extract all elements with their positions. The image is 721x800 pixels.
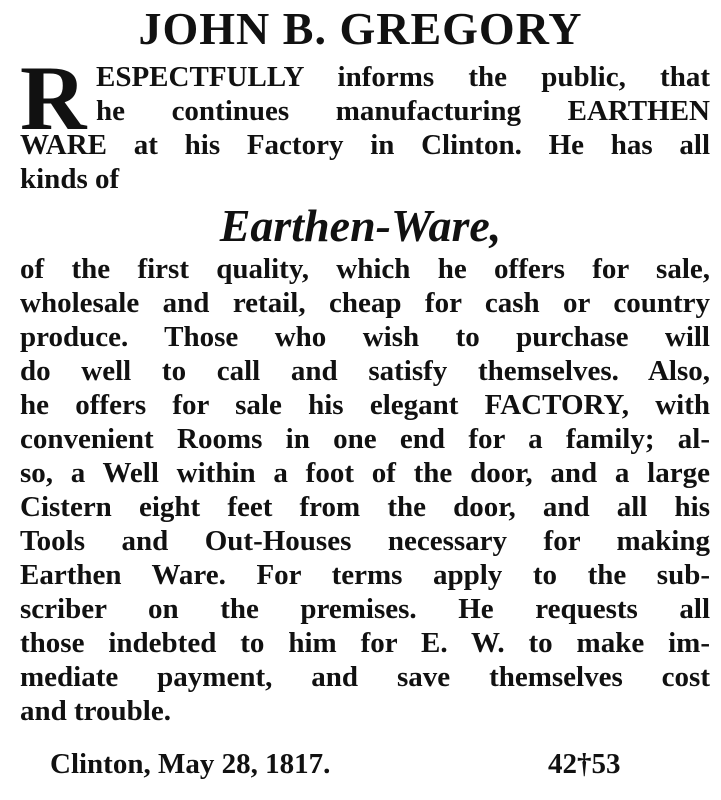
body-line: of the first quality, which he offers for sale,	[20, 253, 710, 285]
intro-line-2: he continues manufacturing EARTHEN	[96, 95, 710, 127]
body-line: mediate payment, and save themselves cost	[20, 661, 710, 693]
body-line: Cistern eight feet from the door, and all his	[20, 491, 710, 523]
body-line: those indebted to him for E. W. to make im-	[20, 627, 710, 659]
product-heading: Earthen-Ware,	[219, 200, 502, 251]
body-line: wholesale and retail, cheap for cash or country	[20, 287, 710, 319]
advertiser-name-heading: JOHN B. GREGORY	[138, 3, 583, 54]
issue-reference: 42†53	[548, 748, 621, 780]
body-line: produce. Those who wish to purchase will	[20, 321, 710, 353]
drop-cap-letter: R	[20, 47, 87, 149]
dateline: Clinton, May 28, 1817.	[50, 748, 331, 780]
body-line: he offers for sale his elegant FACTORY, with	[20, 389, 710, 421]
intro-line-3: WARE at his Factory in Clinton. He has all	[20, 129, 710, 161]
body-line: scriber on the premises. He requests all	[20, 593, 710, 625]
intro-line-1: ESPECTFULLY informs the public, that	[96, 61, 710, 93]
body-line: Earthen Ware. For terms apply to the sub-	[20, 559, 710, 591]
body-line: so, a Well within a foot of the door, and a large	[20, 457, 710, 489]
body-line: convenient Rooms in one end for a family; al-	[20, 423, 710, 455]
intro-line-4: kinds of	[20, 163, 120, 195]
body-line-last: and trouble.	[20, 695, 171, 727]
body-line: do well to call and satisfy themselves. Also,	[20, 355, 710, 387]
body-line: Tools and Out-Houses necessary for making	[20, 525, 710, 557]
